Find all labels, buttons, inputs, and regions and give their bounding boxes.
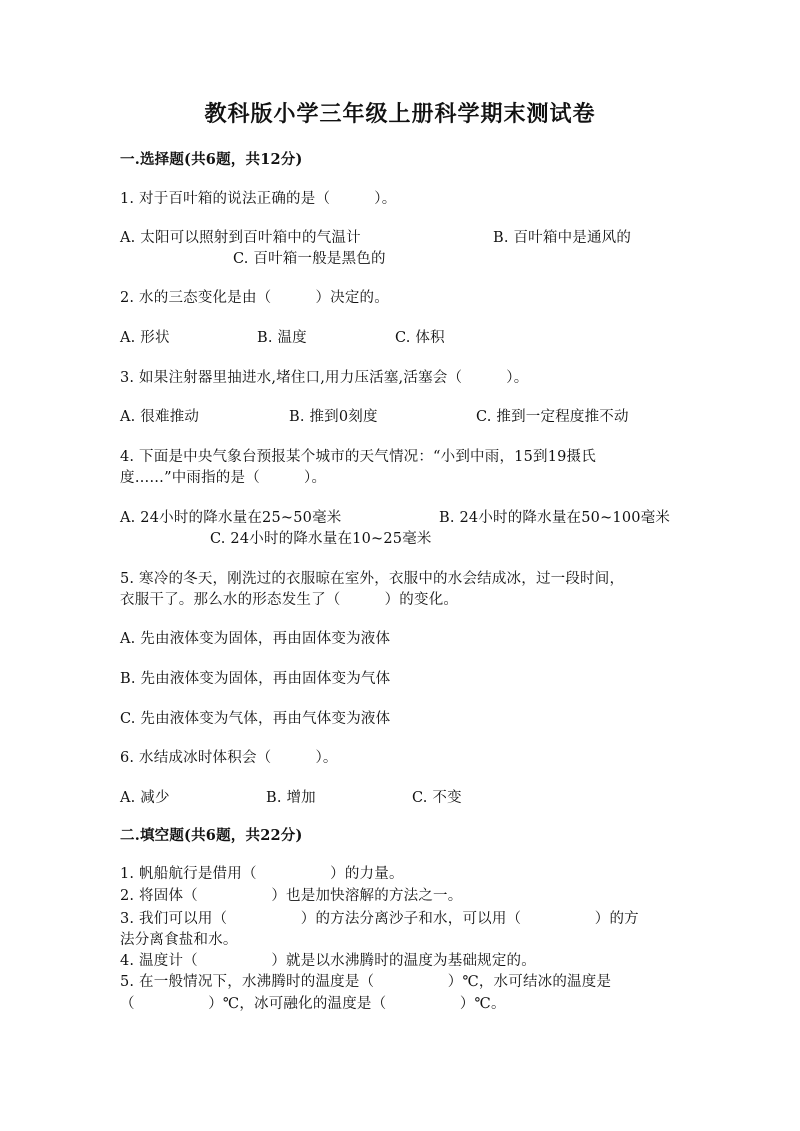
- question-5-option-c: C. 先由液体变为气体，再由气体变为液体: [120, 711, 391, 727]
- section-heading-fill: 二.填空题(共6题，共22分): [120, 827, 303, 844]
- question-2-option-b: B. 温度: [257, 330, 307, 346]
- page-title: 教科版小学三年级上册科学期末测试卷: [204, 101, 596, 127]
- question-1-option-b: B. 百叶箱中是通风的: [493, 230, 632, 246]
- question-6-option-b: B. 增加: [266, 790, 316, 806]
- question-4-stem-line1: 4. 下面是中央气象台预报某个城市的天气情况：“小到中雨，15到19摄氏: [120, 449, 596, 465]
- question-2-option-a: A. 形状: [120, 330, 170, 346]
- question-1-stem: 1. 对于百叶箱的说法正确的是（ ）。: [120, 191, 397, 207]
- question-3-option-c: C. 推到一定程度推不动: [476, 409, 629, 425]
- question-5-option-a: A. 先由液体变为固体，再由固体变为液体: [120, 631, 391, 647]
- question-1-option-a: A. 太阳可以照射到百叶箱中的气温计: [120, 230, 361, 246]
- fill-question-5-line1: 5. 在一般情况下，水沸腾时的温度是（ ）℃，水可结冰的温度是: [120, 974, 612, 990]
- question-4-option-c: C. 24小时的降水量在10~25毫米: [210, 531, 432, 547]
- question-5-option-b: B. 先由液体变为固体，再由固体变为气体: [120, 671, 391, 687]
- fill-question-5-line2: （ ）℃，冰可融化的温度是（ ）℃。: [120, 996, 506, 1012]
- fill-question-4: 4. 温度计（ ）就是以水沸腾时的温度为基础规定的。: [120, 953, 536, 969]
- question-5-stem-line1: 5. 寒冷的冬天，刚洗过的衣服晾在室外，衣服中的水会结成冰，过一段时间，: [120, 571, 625, 587]
- fill-question-3-line2: 法分离食盐和水。: [120, 932, 238, 948]
- question-2-stem: 2. 水的三态变化是由（ ）决定的。: [120, 290, 389, 306]
- question-6-option-c: C. 不变: [412, 790, 462, 806]
- question-4-stem-line2: 度……”中雨指的是（ ）。: [120, 470, 327, 486]
- question-4-option-a: A. 24小时的降水量在25~50毫米: [120, 510, 342, 526]
- question-3-option-b: B. 推到0刻度: [289, 409, 378, 425]
- question-2-option-c: C. 体积: [395, 330, 445, 346]
- section-heading-choice: 一.选择题(共6题，共12分): [120, 151, 303, 168]
- fill-question-3-line1: 3. 我们可以用（ ）的方法分离沙子和水，可以用（ ）的方: [120, 911, 639, 927]
- question-4-option-b: B. 24小时的降水量在50~100毫米: [439, 510, 671, 526]
- question-6-option-a: A. 减少: [120, 790, 170, 806]
- question-5-stem-line2: 衣服干了。那么水的形态发生了（ ）的变化。: [120, 592, 459, 608]
- question-3-stem: 3. 如果注射器里抽进水,堵住口,用力压活塞,活塞会（ ）。: [120, 370, 529, 386]
- question-3-option-a: A. 很难推动: [120, 409, 200, 425]
- question-6-stem: 6. 水结成冰时体积会（ ）。: [120, 750, 338, 766]
- question-1-option-c: C. 百叶箱一般是黑色的: [233, 251, 386, 267]
- fill-question-1: 1. 帆船航行是借用（ ）的力量。: [120, 866, 404, 882]
- fill-question-2: 2. 将固体（ ）也是加快溶解的方法之一。: [120, 888, 463, 904]
